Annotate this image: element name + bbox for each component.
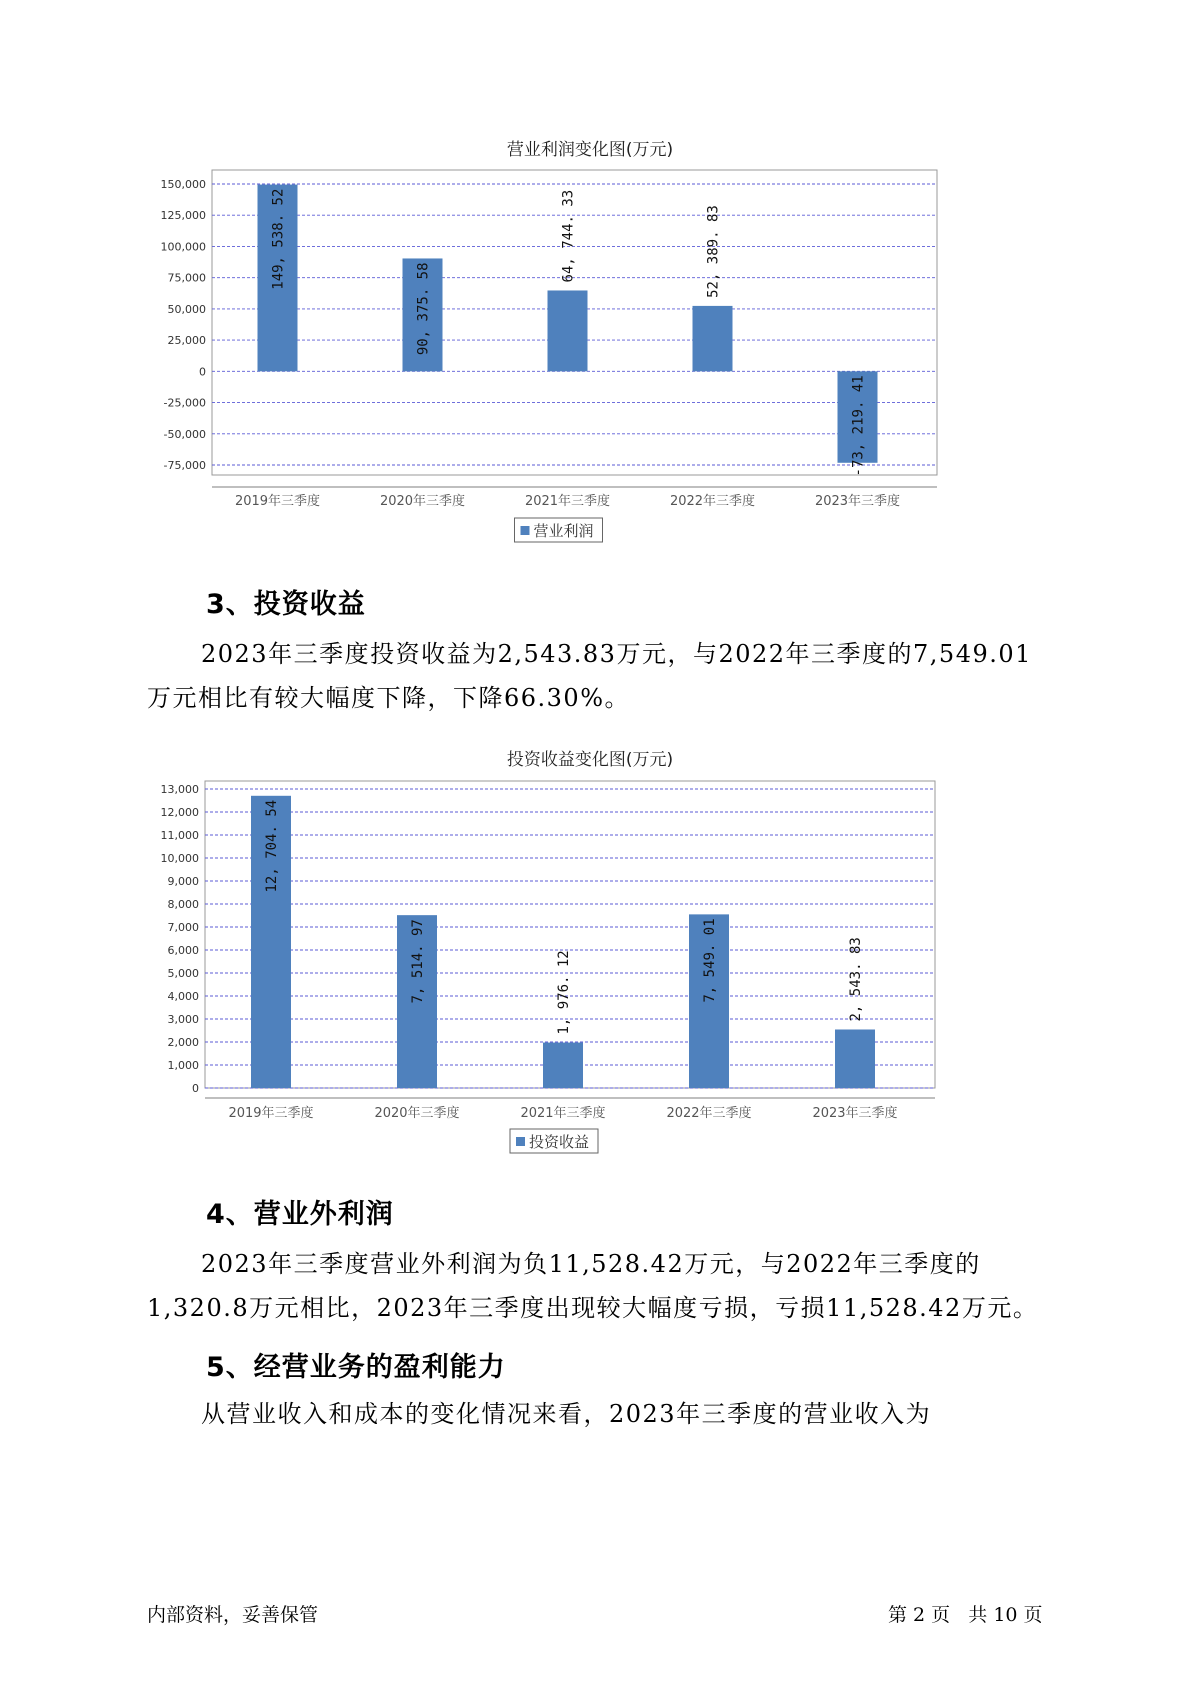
category-label: 2023年三季度 [814,494,901,509]
y-tick-label: 5,000 [167,967,199,980]
category-label: 2019年三季度 [234,494,321,509]
y-tick-label: -25,000 [163,396,206,410]
y-tick-label: 2,000 [167,1036,199,1049]
y-tick-label: 12,000 [160,806,199,819]
bar [543,1043,583,1088]
legend-label: 营业利润 [533,522,594,540]
legend-label: 投资收益 [529,1133,590,1151]
y-tick-label: 8,000 [167,898,199,911]
category-label: 2020年三季度 [374,1106,460,1121]
y-tick-label: 150,000 [160,178,206,191]
category-label: 2021年三季度 [524,494,611,509]
category-label: 2022年三季度 [666,1106,752,1121]
y-tick-label: 11,000 [160,829,199,842]
y-tick-label: -50,000 [163,427,206,441]
category-label: 2019年三季度 [228,1106,314,1121]
bar-data-label: 64, 744. 33 [560,189,577,283]
legend [510,1129,598,1153]
legend-swatch [516,1137,525,1146]
section-text-non-operating-profit: 2023年三季度营业外利润为负11,528.42万元，与2022年三季度的1,320.8万元相比，2023年三季度出现较大幅度亏损，亏损11,528.42万元。 [147,1250,1039,1322]
y-tick-label: 50,000 [167,302,206,316]
legend-swatch [521,526,530,535]
y-tick-label: 6,000 [167,944,199,957]
y-tick-label: 0 [192,1082,199,1095]
bar-data-label: 52, 389. 83 [705,205,722,298]
chart-title: 营业利润变化图(万元) [506,140,674,160]
bar [548,290,588,371]
bar-data-label: 1, 976. 12 [556,950,572,1035]
y-tick-label: 3,000 [167,1013,199,1026]
bar-data-label: -73, 219. 41 [850,375,867,477]
bar-data-label: 12, 704. 54 [264,799,280,893]
y-tick-label: 9,000 [167,875,199,888]
y-tick-label: 75,000 [167,271,206,285]
operating-profit-chart-svg [150,135,1030,555]
chart-title: 投资收益变化图(万元) [506,750,674,770]
legend [515,518,603,542]
bar-data-label: 149, 538. 52 [270,188,287,290]
investment-income-chart-svg [150,745,1030,1165]
y-tick-label: -75,000 [163,459,206,472]
y-tick-label: 13,000 [160,783,199,796]
category-label: 2021年三季度 [520,1106,606,1121]
bar-data-label: 90, 375. 58 [415,262,432,356]
section-heading-investment-income: 3、投资收益 [206,589,366,620]
bar-data-label: 7, 549. 01 [702,918,718,1003]
operating-profit-chart [150,135,1030,555]
section-heading-non-operating-profit: 4、营业外利润 [206,1199,394,1230]
investment-income-chart [150,745,1030,1165]
footer-page-number: 第 2 页 共 10 页 [888,1604,1043,1626]
section-heading-profitability: 5、经营业务的盈利能力 [206,1352,506,1383]
y-tick-label: 100,000 [160,240,206,254]
y-tick-label: 25,000 [167,334,206,348]
bar-data-label: 2, 543. 83 [848,937,864,1022]
section-text-investment-income: 2023年三季度投资收益为2,543.83万元，与2022年三季度的7,549.01万元相比有较大幅度下降，下降66.30%。 [147,640,1032,712]
y-tick-label: 125,000 [160,209,206,223]
y-tick-label: 0 [199,365,206,379]
category-label: 2023年三季度 [812,1106,898,1121]
bar-data-label: 7, 514. 97 [410,919,426,1004]
bar [835,1029,875,1088]
bar [693,306,733,371]
category-label: 2020年三季度 [379,494,466,509]
y-tick-label: 1,000 [167,1059,199,1072]
y-tick-label: 4,000 [167,990,199,1003]
category-label: 2022年三季度 [669,494,756,509]
section-text-profitability: 从营业收入和成本的变化情况来看，2023年三季度的营业收入为 [201,1400,932,1428]
y-tick-label: 7,000 [167,921,199,934]
y-tick-label: 10,000 [160,852,199,865]
footer-left: 内部资料，妥善保管 [147,1604,319,1626]
